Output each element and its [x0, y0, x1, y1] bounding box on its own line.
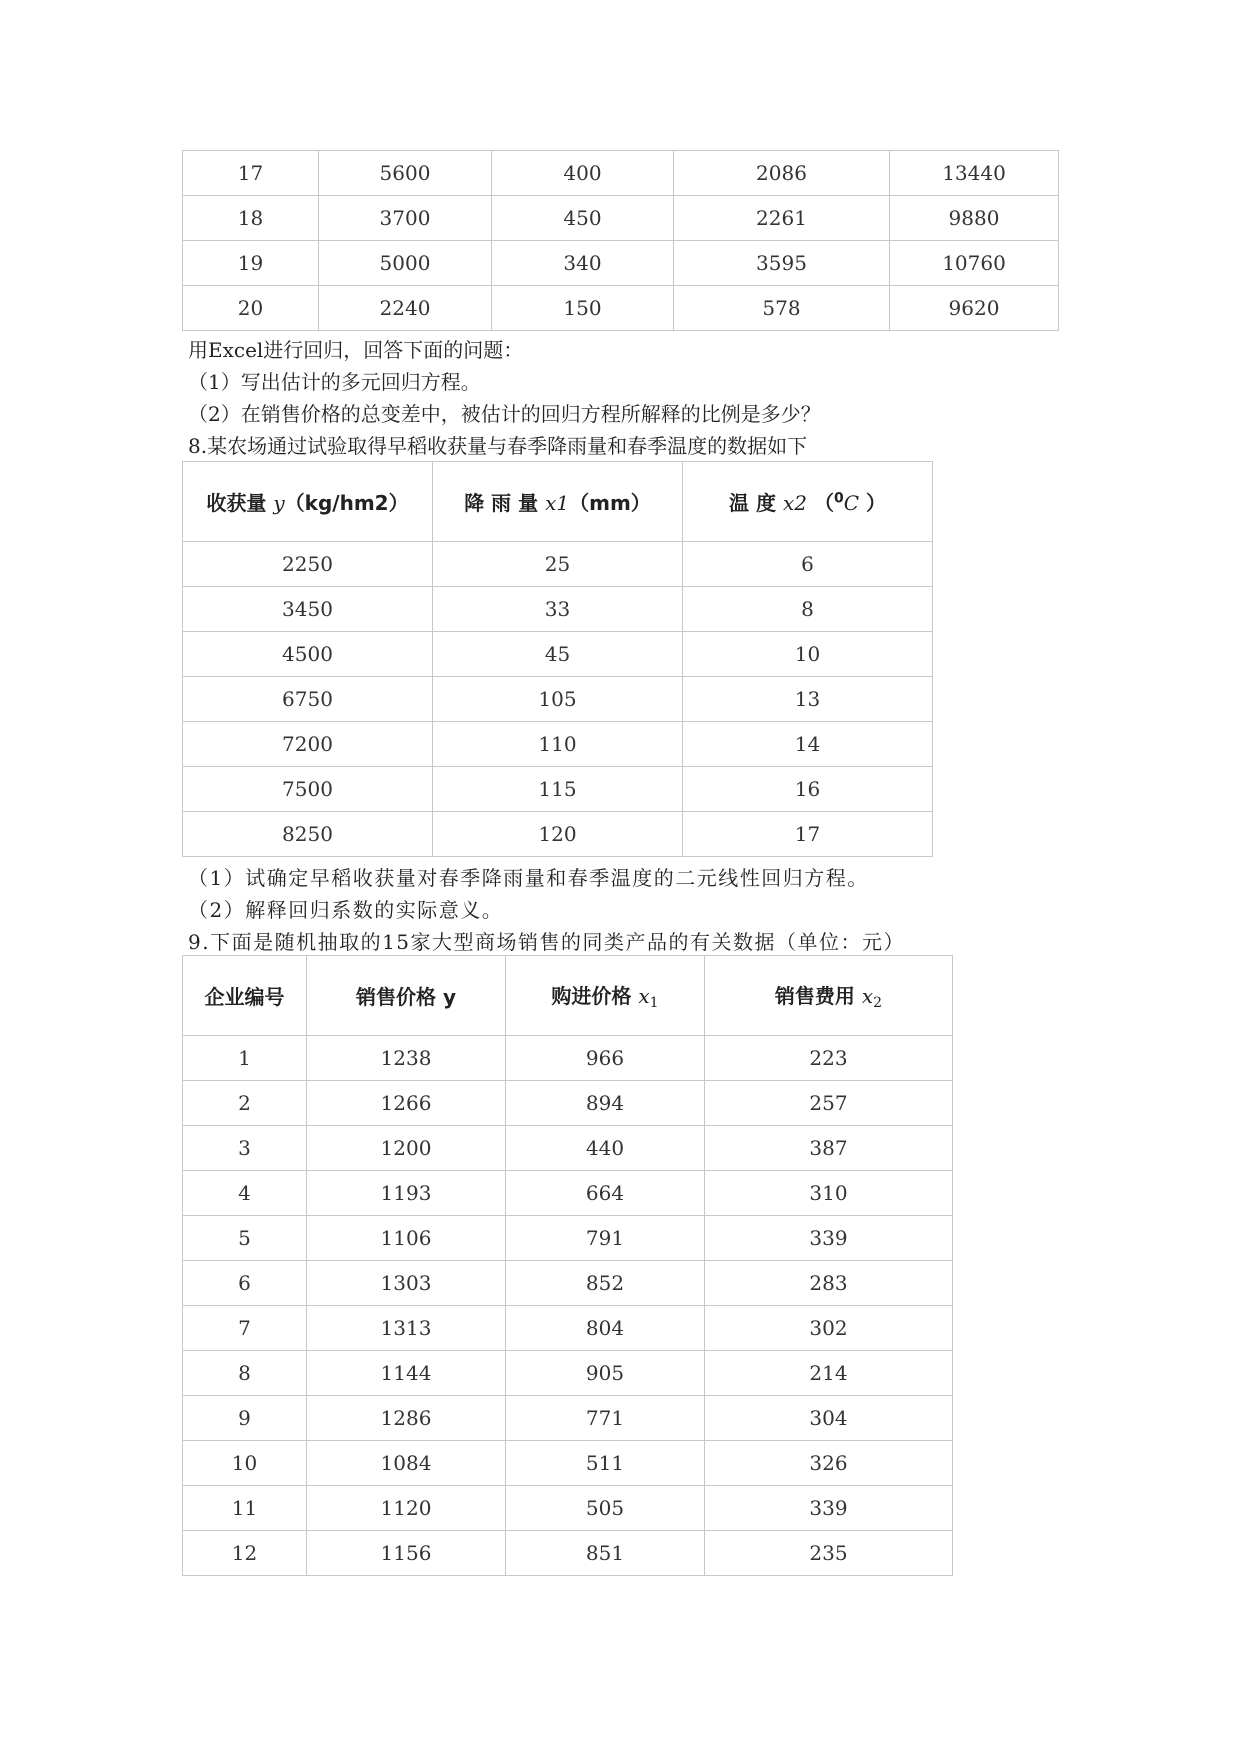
q8-table — [182, 461, 933, 857]
table-cell: 310 — [705, 1171, 953, 1216]
table-cell: 450 — [492, 196, 674, 241]
table-row — [183, 286, 1059, 331]
table-cell: 223 — [705, 1036, 953, 1081]
table-row — [183, 587, 933, 632]
table-row — [183, 542, 933, 587]
table-cell: 1144 — [307, 1351, 506, 1396]
table-cell: 12 — [183, 1531, 307, 1576]
table-cell: 3450 — [183, 587, 433, 632]
table-cell: 17 — [183, 151, 319, 196]
table-cell: 3 — [183, 1126, 307, 1171]
table-cell: 6 — [183, 1261, 307, 1306]
table-cell: 18 — [183, 196, 319, 241]
table-cell: 45 — [433, 632, 683, 677]
table-row — [183, 1396, 953, 1441]
table-row — [183, 722, 933, 767]
table-cell: 894 — [506, 1081, 705, 1126]
table-row — [183, 1171, 953, 1216]
table-cell: 966 — [506, 1036, 705, 1081]
table-cell: 283 — [705, 1261, 953, 1306]
table-cell: 1156 — [307, 1531, 506, 1576]
table-cell: 16 — [683, 767, 933, 812]
table-cell: 8250 — [183, 812, 433, 857]
table-cell: 851 — [506, 1531, 705, 1576]
table-cell: 2261 — [674, 196, 890, 241]
header-sales-expense: 销售费用 $x_2$ — [705, 956, 953, 1036]
table-cell: 110 — [433, 722, 683, 767]
table-cell: 257 — [705, 1081, 953, 1126]
table-cell: 2 — [183, 1081, 307, 1126]
table-cell: 1120 — [307, 1486, 506, 1531]
table-cell: 505 — [506, 1486, 705, 1531]
table-cell: 7 — [183, 1306, 307, 1351]
table-cell: 852 — [506, 1261, 705, 1306]
question-1: （1）写出估计的多元回归方程。 — [188, 370, 481, 394]
table-cell: 150 — [492, 286, 674, 331]
table-row — [183, 1261, 953, 1306]
table-row — [183, 1306, 953, 1351]
table-cell: 5 — [183, 1216, 307, 1261]
table-row — [183, 196, 1059, 241]
table-cell: 400 — [492, 151, 674, 196]
table-cell: 1 — [183, 1036, 307, 1081]
table-cell: 339 — [705, 1486, 953, 1531]
table-row — [183, 1351, 953, 1396]
table-cell: 10760 — [890, 241, 1059, 286]
table-cell: 25 — [433, 542, 683, 587]
table-cell: 1084 — [307, 1441, 506, 1486]
q9-table — [182, 955, 953, 1576]
table-cell: 578 — [674, 286, 890, 331]
table-row — [183, 241, 1059, 286]
table-row — [183, 1441, 953, 1486]
table-row — [183, 1531, 953, 1576]
table-cell: 9620 — [890, 286, 1059, 331]
table-row — [183, 1036, 953, 1081]
table-cell: 2240 — [319, 286, 492, 331]
table-cell: 6750 — [183, 677, 433, 722]
table-cell: 340 — [492, 241, 674, 286]
table-cell: 19 — [183, 241, 319, 286]
table-cell: 120 — [433, 812, 683, 857]
q9-title: 9.下面是随机抽取的15家大型商场销售的同类产品的有关数据（单位：元） — [188, 930, 906, 954]
table-cell: 9880 — [890, 196, 1059, 241]
table-cell: 13440 — [890, 151, 1059, 196]
table-cell: 3700 — [319, 196, 492, 241]
table-cell: 664 — [506, 1171, 705, 1216]
table-cell: 214 — [705, 1351, 953, 1396]
table-cell: 8 — [683, 587, 933, 632]
table-cell: 1313 — [307, 1306, 506, 1351]
table-cell: 115 — [433, 767, 683, 812]
table-cell: 8 — [183, 1351, 307, 1396]
table-row — [183, 151, 1059, 196]
table-cell: 804 — [506, 1306, 705, 1351]
header-company-id: 企业编号 — [183, 956, 307, 1036]
table-cell: 235 — [705, 1531, 953, 1576]
header-yield: 收获量 y（kg/hm2） — [183, 462, 433, 542]
table-cell: 7500 — [183, 767, 433, 812]
table-row — [183, 812, 933, 857]
table-cell: 4500 — [183, 632, 433, 677]
table-cell: 11 — [183, 1486, 307, 1531]
q8-title: 8.某农场通过试验取得早稻收获量与春季降雨量和春季温度的数据如下 — [188, 434, 808, 458]
table-cell: 1200 — [307, 1126, 506, 1171]
table-cell: 339 — [705, 1216, 953, 1261]
table-cell: 791 — [506, 1216, 705, 1261]
header-temperature: 温 度 x2 （$^0$C ） — [683, 462, 933, 542]
table-header-row — [183, 956, 953, 1036]
table-row — [183, 1081, 953, 1126]
table-cell: 5600 — [319, 151, 492, 196]
table-cell: 440 — [506, 1126, 705, 1171]
table-row — [183, 677, 933, 722]
q8-note-2: （2）解释回归系数的实际意义。 — [188, 898, 504, 922]
header-purchase-price: 购进价格 $x_1$ — [506, 956, 705, 1036]
table-cell: 17 — [683, 812, 933, 857]
table-row — [183, 767, 933, 812]
table-cell: 4 — [183, 1171, 307, 1216]
table-cell: 3595 — [674, 241, 890, 286]
table-cell: 771 — [506, 1396, 705, 1441]
table-cell: 304 — [705, 1396, 953, 1441]
table-cell: 5000 — [319, 241, 492, 286]
table-row — [183, 632, 933, 677]
table-cell: 14 — [683, 722, 933, 767]
question-2: （2）在销售价格的总变差中，被估计的回归方程所解释的比例是多少？ — [188, 402, 821, 426]
table-cell: 20 — [183, 286, 319, 331]
header-sales-price: 销售价格 y — [307, 956, 506, 1036]
table-cell: 10 — [683, 632, 933, 677]
table-cell: 2250 — [183, 542, 433, 587]
table-row — [183, 1126, 953, 1171]
table-cell: 511 — [506, 1441, 705, 1486]
table-cell: 13 — [683, 677, 933, 722]
table-cell: 105 — [433, 677, 683, 722]
header-rainfall: 降 雨 量 x1（mm） — [433, 462, 683, 542]
table-cell: 1286 — [307, 1396, 506, 1441]
instruction-line: 用Excel进行回归，回答下面的问题： — [188, 338, 524, 362]
table-cell: 1238 — [307, 1036, 506, 1081]
table-row — [183, 1486, 953, 1531]
table-cell: 326 — [705, 1441, 953, 1486]
table-cell: 1193 — [307, 1171, 506, 1216]
table-cell: 9 — [183, 1396, 307, 1441]
table-cell: 387 — [705, 1126, 953, 1171]
table-cell: 2086 — [674, 151, 890, 196]
table-cell: 1266 — [307, 1081, 506, 1126]
table-cell: 905 — [506, 1351, 705, 1396]
table-cell: 1106 — [307, 1216, 506, 1261]
q8-note-1: （1）试确定早稻收获量对春季降雨量和春季温度的二元线性回归方程。 — [188, 866, 869, 890]
data-table-continued — [182, 150, 1059, 331]
table-row — [183, 1216, 953, 1261]
table-cell: 302 — [705, 1306, 953, 1351]
table-header-row — [183, 462, 933, 542]
table-cell: 10 — [183, 1441, 307, 1486]
table-cell: 6 — [683, 542, 933, 587]
table-cell: 33 — [433, 587, 683, 632]
table-cell: 1303 — [307, 1261, 506, 1306]
table-cell: 7200 — [183, 722, 433, 767]
